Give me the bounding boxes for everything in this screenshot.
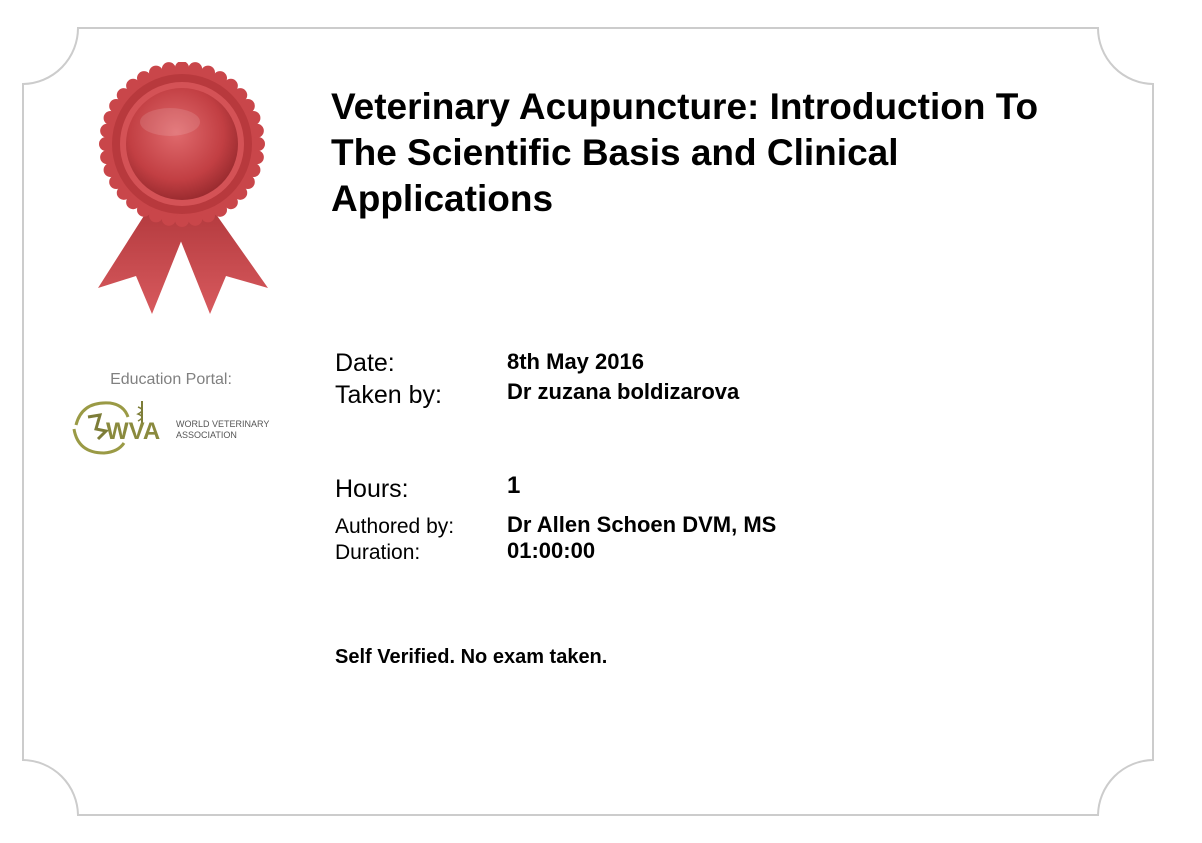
authored-by-value: Dr Allen Schoen DVM, MS [507, 512, 777, 537]
wva-logo [68, 395, 278, 460]
wva-name-line2: ASSOCIATION [176, 430, 237, 440]
rosette-scallop [99, 137, 113, 151]
rosette-scallop [250, 124, 264, 138]
wva-acronym: WVA [106, 418, 161, 445]
course-title: Veterinary Acupuncture: Introduction To The Scientific Basis and Clinical Applications [331, 86, 1039, 219]
rosette-scallop [251, 137, 265, 151]
wva-name-line1: WORLD VETERINARY [176, 419, 270, 429]
date-value: 8th May 2016 [507, 349, 644, 374]
education-portal-label: Education Portal: [110, 371, 232, 388]
taken-by-value: Dr zuzana boldizarova [507, 379, 740, 404]
rosette-scallop [188, 62, 202, 76]
rosette-scallop [162, 212, 176, 226]
rosette-scallop [188, 212, 202, 226]
date-label: Date: [335, 349, 395, 377]
rosette-scallop [162, 62, 176, 76]
hours-label: Hours: [335, 475, 409, 503]
authored-by-label: Authored by: [335, 515, 455, 538]
rosette-scallop [100, 150, 114, 164]
rosette-scallop [100, 124, 114, 138]
duration-label: Duration: [335, 541, 421, 564]
award-ribbon-icon [92, 62, 272, 317]
rosette-scallop [250, 150, 264, 164]
taken-by-label: Taken by: [335, 381, 443, 409]
rosette-scallop [175, 213, 189, 227]
hours-value: 1 [507, 472, 521, 499]
verification-status: Self Verified. No exam taken. [335, 646, 608, 668]
duration-value: 01:00:00 [507, 538, 596, 563]
